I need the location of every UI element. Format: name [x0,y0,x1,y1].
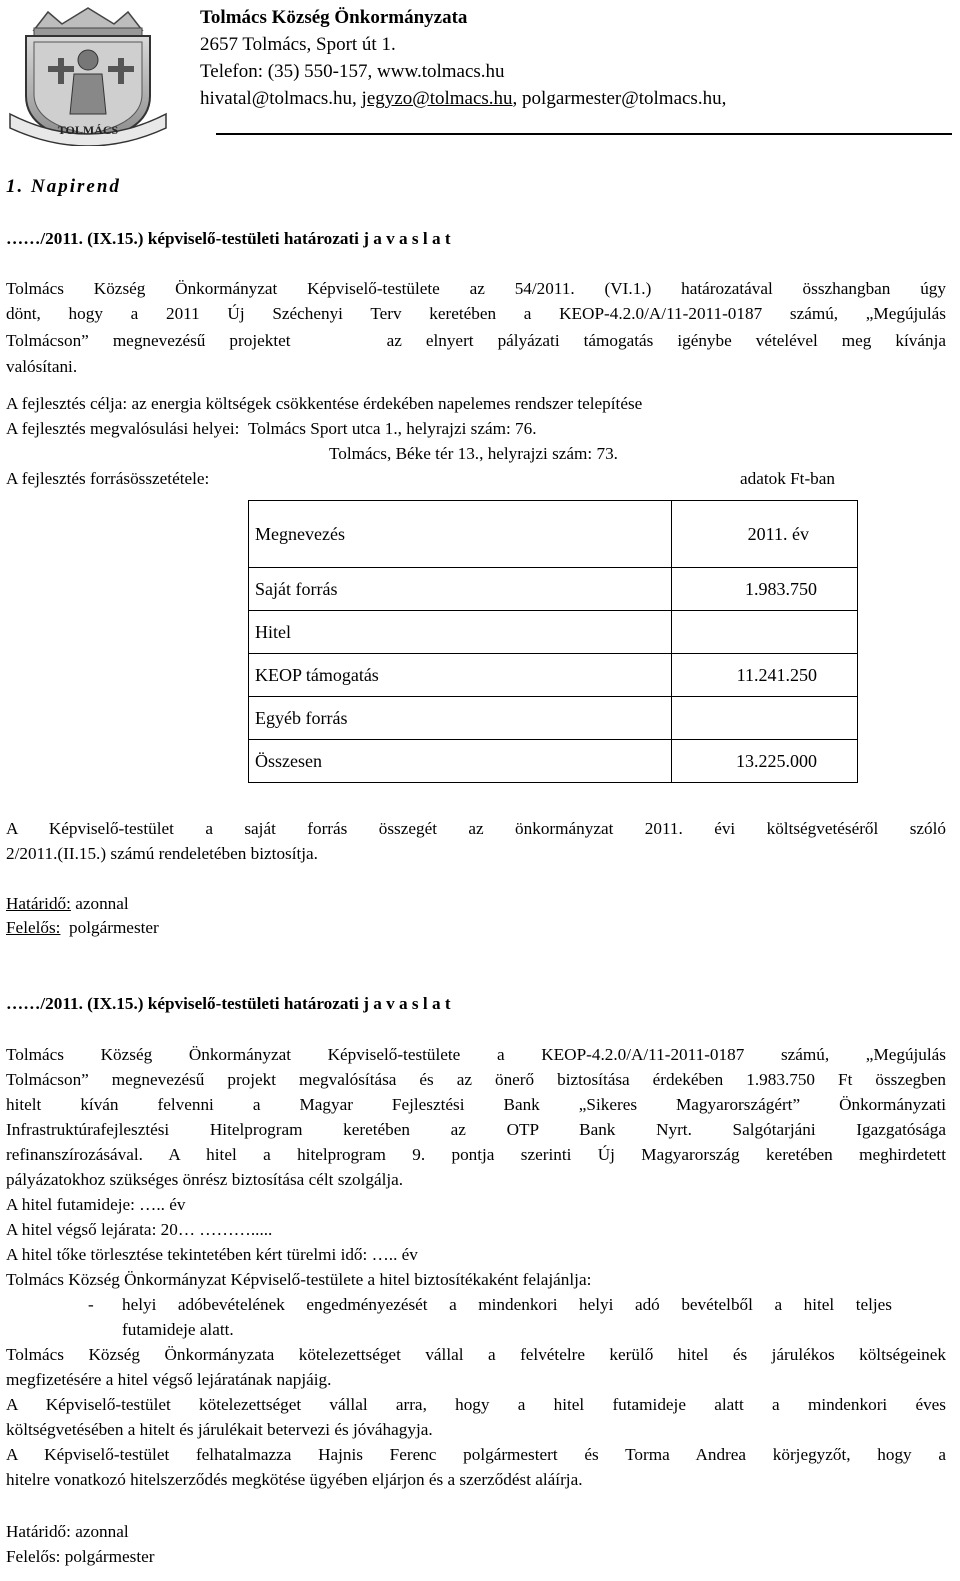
header-divider [216,133,952,135]
table-cell-value: 11.241.250 [672,654,858,697]
proposal2-line: Tolmács Község Önkormányzat Képviselő-testülete a KEOP-4.2.0/A/11-2011-0187 számú, „Megújulás [6,1045,946,1064]
development-location-1 [6,418,946,440]
proposal2-line: hitelt kíván felvenni a Magyar Fejlesztési Bank „Sikeres Magyarországért” Önkormányzati [6,1095,946,1114]
proposal2-line: Infrastruktúrafejlesztési Hitelprogram keretében az OTP Bank Nyrt. Salgótarjáni Igazgatósága [6,1120,946,1139]
proposal2-deadline: Határidő: azonnal [6,1522,129,1541]
table-row [249,611,858,654]
loan-grace: A hitel tőke törlesztése tekintetében kért türelmi idő: ….. év [6,1245,418,1264]
table-header-name: Megnevezés [249,501,672,568]
commitment-line: A Képviselő-testület kötelezettséget vállal arra, hogy a hitel futamideje alatt a mindenkori éves [6,1395,946,1414]
funding-label: A fejlesztés forrásösszetétele: [6,469,210,488]
development-location-2: Tolmács, Béke tér 13., helyrajzi szám: 73. [329,444,618,463]
table-cell-name: KEOP támogatás [249,654,672,697]
proposal1-line: Tolmácson” megnevezésű projektet az elnyert pályázati támogatás igénybe vételével meg kívánja [6,331,946,350]
responsible-value: polgármester [60,918,159,937]
table-cell-name: Egyéb forrás [249,697,672,740]
bullet-line: helyi adóbevételének engedményezését a mindenkori helyi adó bevételből a hitel teljes [122,1295,892,1314]
table-row [249,568,858,611]
authorization-line: hitelre vonatkozó hitelszerződés megkötése ügyében eljárjon és a szerződést aláírja. [6,1470,583,1489]
location-label: A fejlesztés megvalósulási helyei: [6,419,240,438]
municipal-crest-icon [4,4,172,146]
location-1: Tolmács Sport utca 1., helyrajzi szám: 76. [248,419,537,438]
bullet-dash: - [88,1295,94,1314]
org-name: Tolmács Község Önkormányzata [200,7,468,28]
development-goal: A fejlesztés célja: az energia költségek csökkentése érdekében napelemes rendszer telepítése [6,394,643,413]
budget-line: 2/2011.(II.15.) számú rendeletében biztosítja. [6,844,318,863]
loan-maturity: A hitel végső lejárata: 20… ………..... [6,1220,273,1239]
proposal1-line: valósítani. [6,357,78,376]
commitment-line: megfizetésére a hitel végső lejáratának napjáig. [6,1370,332,1389]
table-cell-value [672,611,858,654]
proposal1-line: dönt, hogy a 2011 Új Széchenyi Terv keretében a KEOP-4.2.0/A/11-2011-0187 számú, „Megújulás [6,304,946,323]
funding-table [248,500,858,783]
proposal1-title: ……/2011. (IX.15.) képviselő-testületi határozati j a v a s l a t [6,229,451,248]
proposal2-title: ……/2011. (IX.15.) képviselő-testületi határozati j a v a s l a t [6,994,451,1013]
table-header-year: 2011. év [672,501,858,568]
responsible-label: Felelős: [6,918,61,937]
loan-term: A hitel futamideje: ….. év [6,1195,186,1214]
table-cell-name: Saját forrás [249,568,672,611]
org-phone-line [200,58,505,85]
units-label: adatok Ft-ban [740,469,835,488]
deadline-row [6,893,946,915]
table-cell-value: 13.225.000 [672,740,858,783]
budget-line: A Képviselő-testület a saját forrás összegét az önkormányzat 2011. évi költségvetéséről szóló [6,819,946,838]
authorization-line: A Képviselő-testület felhatalmazza Hajnis Ferenc polgármestert és Torma Andrea körjegyzőt, hogy a [6,1445,946,1464]
proposal1-line: Tolmács Község Önkormányzat Képviselő-testülete az 54/2011. (VI.1.) határozatával összhangban úgy [6,279,946,298]
org-address: 2657 Tolmács, Sport út 1. [200,34,396,55]
proposal2-line: Tolmácson” megnevezésű projekt megvalósítása és az önerő biztosítása érdekében 1.983.750 Ft összegben [6,1070,946,1089]
proposal2-line: refinanszírozásával. A hitel a hitelprogram 9. pontja szerinti Új Magyarország keretében meghirdetett [6,1145,946,1164]
email-hivatal-link[interactable]: hivatal@tolmacs.hu, [200,88,357,109]
deadline-label: Határidő: [6,894,71,913]
table-cell-name: Hitel [249,611,672,654]
table-header-row [249,501,858,568]
table-cell-value: 1.983.750 [672,568,858,611]
agenda-heading: 1. Napirend [6,176,121,197]
proposal2-responsible: Felelős: polgármester [6,1547,155,1566]
commitment-line: költségvetésében a hitelt és járulékait betervezi és jóváhagyja. [6,1420,433,1439]
commitment-line: Tolmács Község Önkormányzata kötelezettséget vállal a felvételre kerülő hitel és járulékos költségeinek [6,1345,946,1364]
table-row [249,697,858,740]
bullet-line: futamideje alatt. [122,1320,234,1339]
deadline-value: azonnal [70,894,129,913]
table-row [249,740,858,783]
collateral-intro: Tolmács Község Önkormányzat Képviselő-testülete a hitel biztosítékaként felajánlja: [6,1270,592,1289]
org-email-line [200,85,726,112]
crest-ribbon-text: TOLMÁCS [57,123,119,137]
table-cell-value [672,697,858,740]
email-polgarmester-link[interactable]: , polgarmester@tolmacs.hu, [512,88,727,109]
table-row [249,654,858,697]
table-cell-name: Összesen [249,740,672,783]
proposal2-line: pályázatokhoz szükséges önrész biztosítása célt szolgálja. [6,1170,404,1189]
responsible-row [6,917,946,939]
email-jegyzo-link[interactable]: jegyzo@tolmacs.hu [361,88,513,109]
org-phone: Telefon: (35) 550-157, [200,61,373,82]
org-website-link[interactable]: www.tolmacs.hu [377,61,505,82]
